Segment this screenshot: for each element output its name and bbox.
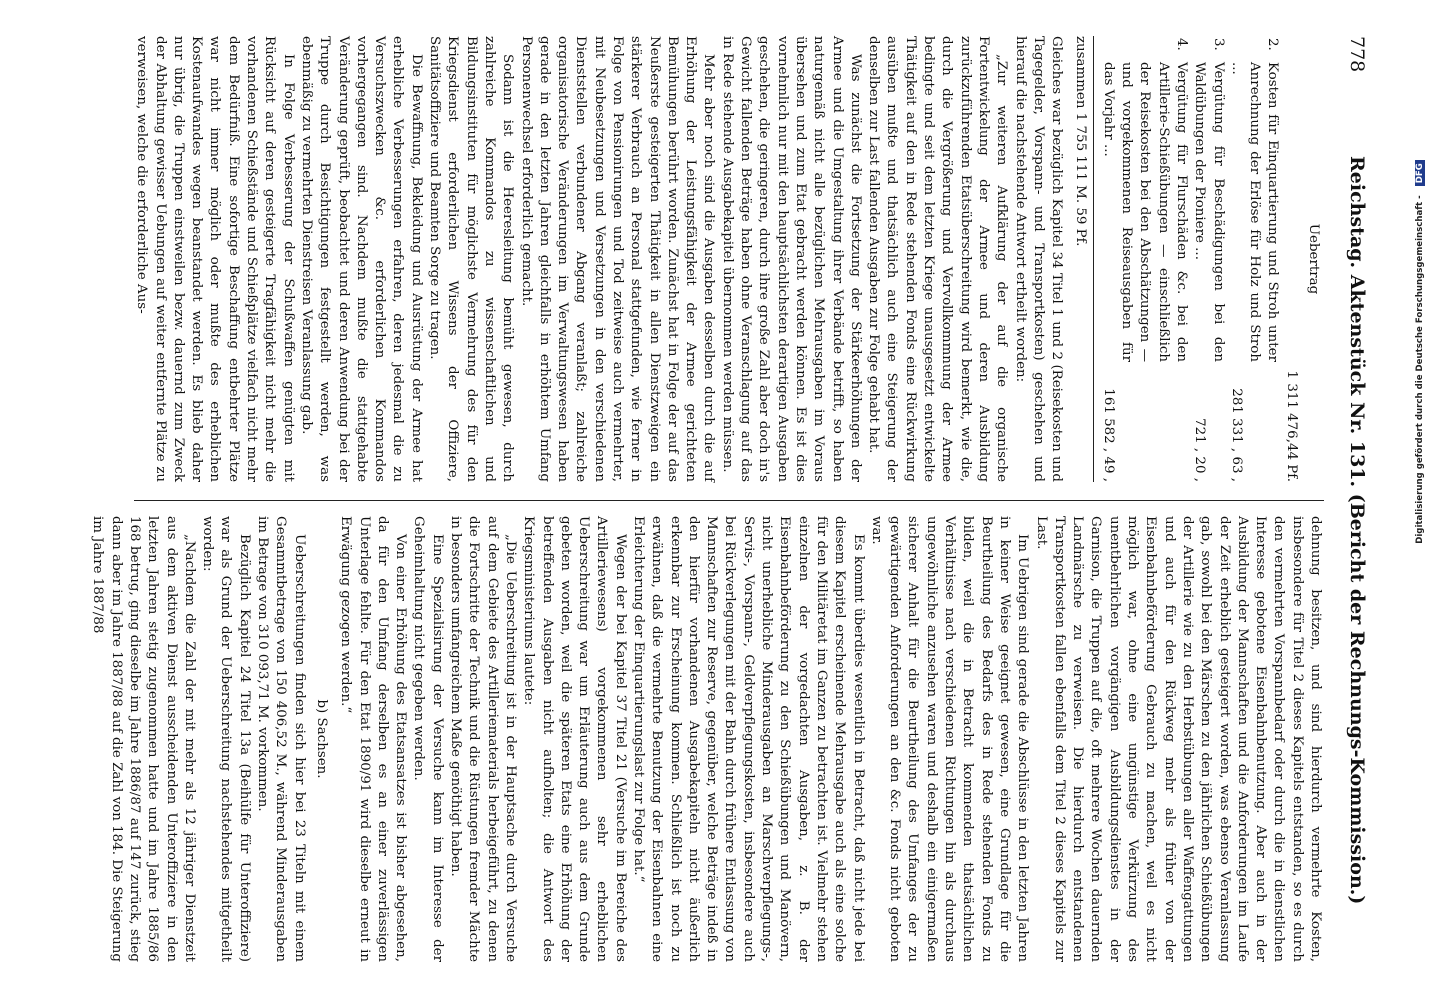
- page-header: [1338, 36, 1372, 962]
- paragraph: Bezüglich Kapitel 24 Titel 13a (Beihülfe für Unteroffiziere) war als Grund der Ueberschreitung nachstehendes mitgetheilt worden:: [200, 516, 252, 962]
- paragraph: Gleiches war bezüglich Kapitel 34 Titel 1 und 2 (Reisekosten und Tagegelder, Vorspann- und Transportkosten) geschehen und hierauf die nachstehende Antwort ertheilt worden:: [1012, 36, 1065, 482]
- paragraph: „Zur weiteren Aufklärung der auf die organische Fortentwickelung der Armee und deren Ausbildung zurückzuführenden Etatsüberschreitung wird bemerkt, wie die, durch die Vergrößerung und Vervollkommnung der Armee bedingte und seit dem letzten Kriege unausgesetzt entwickelte Thätigkeit auf den in Rede stehenden Fonds eine Rückwirkung ausüben mußte und thatsächlich auch eine Steigerung der denselben zur Last fallenden Ausgaben zur Folge gehabt hat.: [866, 36, 1010, 482]
- carry-amount: 1 311 476,44 Pf.: [1283, 370, 1299, 482]
- paragraph: Was zunächst die Fortsetzung der Stärkeerhöhungen der Armee und die Umgestaltung ihrer Verbände betrifft, so haben naturgemäß nicht alle bezüglichen Mehrausgaben im Voraus übersehen und zum Etat gebracht werden können. Es ist dies vornehmlich nur mit den hauptsächlichsten derartigen Ausgaben geschehen, die geringeren, durch ihre große Zahl aber doch in's Gewicht fallenden Beträge haben ohne Veranschlagung auf das in Rede stehende Ausgabekapitel übernommen werden müssen.: [719, 36, 863, 482]
- right-column: [90, 516, 1324, 962]
- page-title: Reichstag. Aktenstück Nr. 131. (Bericht der Rechnungs-Kommission.): [1346, 156, 1368, 905]
- paragraph: In Folge Verbesserung der Schußwaffen genügten mit Rücksicht auf deren gesteigerte Tragfähigkeit nicht mehr die vorhandenen Schießstände und Schießplätze vielfach nicht mehr dem Bedürfniß. Eine sofortige Beschaffung entbehrter Plätze war nicht immer möglich oder mußte des erheblichen Kostenaufwandes wegen beanstandet werden. Es blieb daher nur übrig, die Truppen einstweilen bezw. dauernd zum Zweck der Abhaltung gewisser Uebungen auf weiter entfernte Plätze zu verweisen, welche die erforderliche Aus-: [134, 36, 296, 482]
- digitization-sidebar: [1413, 22, 1427, 672]
- paragraph: Die Bewaffnung, Bekleidung und Ausrüstung der Armee hat erhebliche Verbesserungen erfahren, deren jedesmal die zu Versuchszwecken &c. erforderlichen Kommandos vorhergegangen sind. Nachdem mußte die stattgehabte Veränderung geprüft, beobachtet und deren Anwendung bei der Truppe durch Besichtigungen festgestellt werden, was ebenmäßig zu vermehrten Dienstreisen Veranlassung gab.: [298, 36, 424, 482]
- digitization-credit: [1415, 32, 1425, 672]
- item-text: Vergütung für Flurschäden &c. bei den Artillerie-Schießübungen — einschließlich der Reisekosten bei den Abschätzungen — und vorgekommenen Reiseausgaben für das Vorjahr ...: [1100, 62, 1189, 362]
- document-page: [46, 30, 1386, 970]
- sum-label: zusammen: [1073, 36, 1089, 109]
- item-number: 2.: [1265, 38, 1281, 51]
- credit-text: Digitalisierung gefördert durch die Deutsche Forschungsgemeinschaft -: [1415, 195, 1425, 544]
- carry-label: Uebertrag: [1306, 223, 1321, 295]
- section-heading: b) Sachsen.: [313, 699, 329, 779]
- paragraph: dehnung besitzen, und sind hierdurch vermehrte Kosten, insbesondere für Titel 2 dieses Kapitels entstanden, so es durch den vermehrten Vorspannbedarf oder durch die in dienstlichen Interesse gebotene Eisenbahnbenutzung. Aber auch in der Ausbildung der Mannschaften und die Anforderungen im Laufe der Zeit erheblich gesteigert worden, was ebenso Veranlassung gab, sowohl bei den Märschen zu den jährlichen Schießübungen der Artillerie wie zu den Herbstübungen aller Waffengattungen und auch für den Rückweg mehr als früher von der Eisenbahnbeförderung Gebrauch zu machen, weil es nicht möglich war, ohne eine ungünstige Verkürzung des unentbehrlichen vorgängigen Ausbildungsdienstes in der Garnison, die Truppen auf die, oft mehrere Wochen dauernden Landmärsche zu verweisen. Die hierdurch entstandenen Transportkosten fallen ebenfalls dem Titel 2 dieses Kapitels zur Last.: [1033, 516, 1323, 962]
- dfg-logo: DFG: [1415, 160, 1425, 186]
- item-amount: 281 331 , 63 ,: [1228, 388, 1244, 482]
- paragraph: „Die Ueberschreitung ist in der Hauptsache durch Versuche auf dem Gebiete des Artilleriematerials herbeigeführt, zu denen die Fortschritte der Technik und die Rüstungen fremder Mächte in besonders umfangreichem Maße genöthigt haben.: [448, 516, 518, 962]
- paragraph: Eine Spezialisirung der Versuche kann im Interesse der Geheimhaltung nicht gegeben werden.: [411, 516, 445, 962]
- column-divider: [134, 500, 1324, 501]
- cost-item-4: [1098, 36, 1189, 482]
- paragraph: Es kommt überdies wesentlich in Betracht, daß nicht jede bei diesem Kapitel erscheinende Mehrausgabe auch als eine solche für den Militäretat im Ganzen zu betrachten ist. Vielmehr stehen einzelnen der vorgedachten Ausgaben, z. B. der Eisenbahnbeförderung zu den Schießübungen und Manövern, nicht unerhebliche Minderausgaben an Marschverpflegungs-, Servis-, Vorspann-, Geldverpflegungskosten, insbesondere auch bei Rückverlegungen mit der Bahn durch frühere Entlassung von Mannschaften zur Reserve, gegenüber, welche Beträge indeß in den hierfür vorhandenen Ausgabekapiteln nicht äußerlich erkennbar zur Erscheinung kommen. Schließlich ist noch zu erwähnen, daß die vermehrte Benutzung der Eisenbahnen eine Erleichterung der Einquartierungslast zur Folge hat.“: [631, 516, 866, 962]
- paragraph: Mehr aber noch sind die Ausgaben desselben durch die auf Erhöhung der Leistungsfähigkeit der Armee gerichteten Bemühungen berührt worden. Zunächst hat in Folge der auf das Neußerste gesteigerten Thätigkeit in allen Dienstzweigen ein stärkerer Verbrauch an Personal stattgefunden, wie ferner in Folge von Pensionirungen und Tod zeitweise auch vermehrter, mit Neubesetzungen und Versetzungen in den verschiedenen Dienststellen verbundener Abgang veranlaßt; zahlreiche organisatorische Veränderungen im Verwaltungswesen haben gerade in den letzten Jahren gleichfalls in erhöhtem Umfang Personenwechsel erforderlich gemacht.: [518, 36, 717, 482]
- item-amount: 161 582 , 49 ,: [1100, 388, 1116, 482]
- sum-line: [1071, 36, 1089, 482]
- page-number: 778: [1346, 36, 1368, 73]
- item-text: Kosten für Einquartierung und Stroh unter Anrechnung der Erlöse für Holz und Stroh ...: [1228, 62, 1281, 362]
- sum-rule: [1093, 36, 1094, 482]
- item-number: 3.: [1210, 38, 1226, 51]
- paragraph: „Nachdem die Zahl der mit mehr als 12 jähriger Dienstzeit aus dem aktiven Dienst ausscheidenden Unteroffiziere in den letzten Jahren stetig zugenommen hatte und im Jahre 1885/86 168 betrug, ging dieselbe im Jahre 1886/87 auf 147 zurück, stieg dann aber im Jahre 1887/88 auf die Zahl von 184. Die Steigerung im Jahre 1887/88: [90, 516, 197, 962]
- paragraph: Von einer Erhöhung des Etatsansatzes ist bisher abgesehen, da für den Umfang derselben es an einer zuverlässigen Unterlage fehlte. Für den Etat 1890/91 wird dieselbe erneut in Erwägung gezogen werden.“: [338, 516, 409, 962]
- cost-item-2: [1227, 36, 1282, 482]
- item-number: 4.: [1173, 38, 1189, 51]
- item-amount: 721 , 20 ,: [1192, 418, 1208, 482]
- carry-over-line: [1304, 36, 1322, 482]
- sum-amount: 1 755 111 M. 59 Pf.: [1073, 112, 1089, 247]
- paragraph: Ueberschreitungen finden sich hier bei 23 Titeln mit einem Gesammtbetrage von 150 406,52 M., während Minderausgaben im Betrage von 310 093,71 M. vorkommen.: [255, 516, 307, 962]
- cost-item-3: [1190, 36, 1227, 482]
- paragraph: Sodann ist die Heeresleitung bemüht gewesen, durch zahlreiche Kommandos zu wissenschaftlichen und Bildungsinstituten für möglichste Vermehrung des für den Kriegsdienst erforderlichen Wissens der Offiziere, Sanitätsoffiziere und Beamten Sorge zu tragen.: [427, 36, 516, 482]
- paragraph: Wegen der bei Kapitel 37 Titel 21 (Versuche im Bereiche des Artilleriewesens) vorgekommenen sehr erheblichen Ueberschreitung war um Erläuterung auch aus dem Grunde gebeten worden, weil die späteren Etats eine Erhöhung der betreffenden Ausgaben nicht aufholten; die Antwort des Kriegsministeriums lautete:: [521, 516, 628, 962]
- paragraph: Im Uebrigen sind gerade die Abschlüsse in den letzten Jahren in keiner Weise geeignet gewesen, eine Grundlage für die Beurtheilung des Bedarfs des in Rede stehenden Fonds zu bilden, weil die in Betracht kommenden thatsächlichen Verhältnisse nach verschiedenen Richtungen hin als durchaus ungewöhnliche anzusehen waren und deshalb ein einigermaßen sicherer Anhalt für die Beurtheilung des Umfanges der zu gewärtigenden Anforderungen an den &c. Fonds nicht geboten war.: [868, 516, 1031, 962]
- item-text: Vergütung für Beschädigungen bei den Waldübungen der Pioniere ...: [1192, 62, 1226, 362]
- left-column: [134, 36, 1324, 482]
